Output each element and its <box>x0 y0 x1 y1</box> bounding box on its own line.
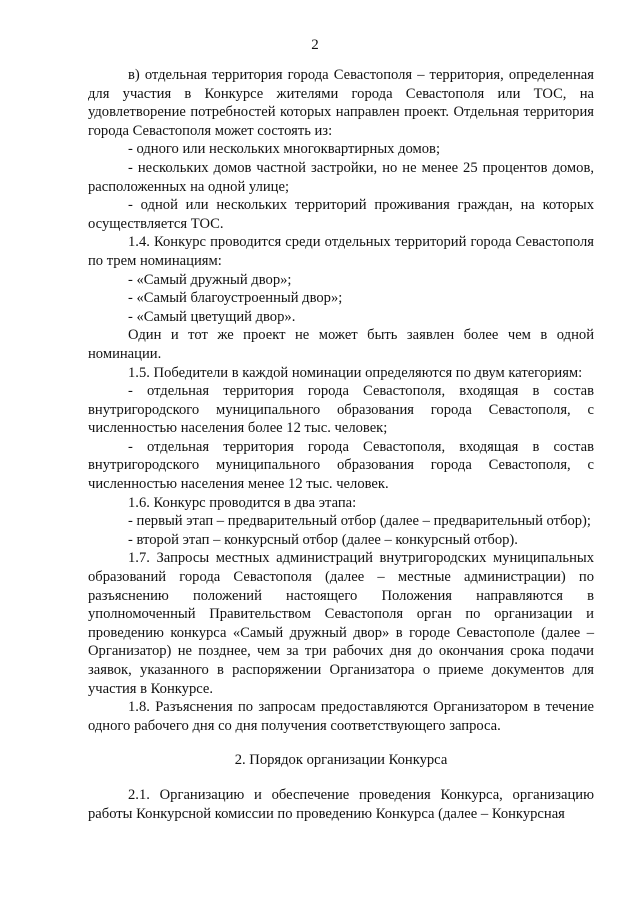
paragraph-1-4: 1.4. Конкурс проводится среди отдельных территорий города Севастополя по трем номинациям: <box>88 234 594 269</box>
category-over-12k: - отдельная территория города Севастополя, входящая в состав внутригородского муниципального образования города Севастополя, с численностью населения более 12 тыс. человек; <box>88 383 594 437</box>
paragraph-territory-definition: в) отдельная территория города Севастополя – территория, определенная для участия в Конкурсе жителями города Севастополя или ТОС, на удовлетворение потребностей которых направлен проект. Отдельная территория города Севастополя может состоять из: <box>88 67 594 139</box>
paragraph-1-6: 1.6. Конкурс проводится в два этапа: <box>128 494 357 511</box>
paragraph-one-nomination-rule: Один и тот же проект не может быть заявлен более чем в одной номинации. <box>88 327 594 362</box>
list-item-private-houses: - нескольких домов частной застройки, но не менее 25 процентов домов, расположенных на одной улице; <box>88 159 594 195</box>
list-item-tos-territories: - одной или нескольких территорий проживания граждан, на которых осуществляется ТОС. <box>88 197 594 232</box>
paragraph-1-7: 1.7. Запросы местных администраций внутригородских муниципальных образований города Севастополя (далее – местные администрации) по разъяснению положений настоящего Положения направляются в уполномоченный Правительством Севастополя орган по организации и проведению конкурса «Самый дружный двор» в городе Севастополе (далее – Организатор) не позднее, чем за три рабочих дня до окончания срока подачи заявок, указанного в распоряжении Организатора о приеме документов для участия в Конкурсе. <box>88 550 594 697</box>
nomination-blooming-yard: - «Самый цветущий двор». <box>128 308 296 325</box>
paragraph-2-1: 2.1. Организацию и обеспечение проведения Конкурса, организацию работы Конкурсной комиссии по проведению Конкурса (далее – Конкурсная <box>88 786 594 822</box>
paragraph-1-8: 1.8. Разъяснения по запросам предоставляются Организатором в течение одного рабочего дня со дня получения соответствующего запроса. <box>88 699 594 734</box>
nomination-best-landscaped-yard: - «Самый благоустроенный двор»; <box>128 290 343 307</box>
nomination-friendliest-yard: - «Самый дружный двор»; <box>128 271 292 288</box>
stage-two-competitive: - второй этап – конкурсный отбор (далее – конкурсный отбор). <box>128 531 518 548</box>
section-heading: 2. Порядок организации Конкурса <box>234 752 448 769</box>
list-item-apartment-buildings: - одного или нескольких многоквартирных домов; <box>128 141 440 158</box>
category-under-12k: - отдельная территория города Севастополя, входящая в состав внутригородского муниципального образования города Севастополя, с численностью населения менее 12 тыс. человек. <box>88 438 594 493</box>
stage-one-preliminary: - первый этап – предварительный отбор (далее – предварительный отбор); <box>128 513 591 530</box>
page-number: 2 <box>311 37 319 53</box>
paragraph-1-5: 1.5. Победители в каждой номинации определяются по двум категориям: <box>128 364 583 381</box>
document-body <box>88 66 594 823</box>
